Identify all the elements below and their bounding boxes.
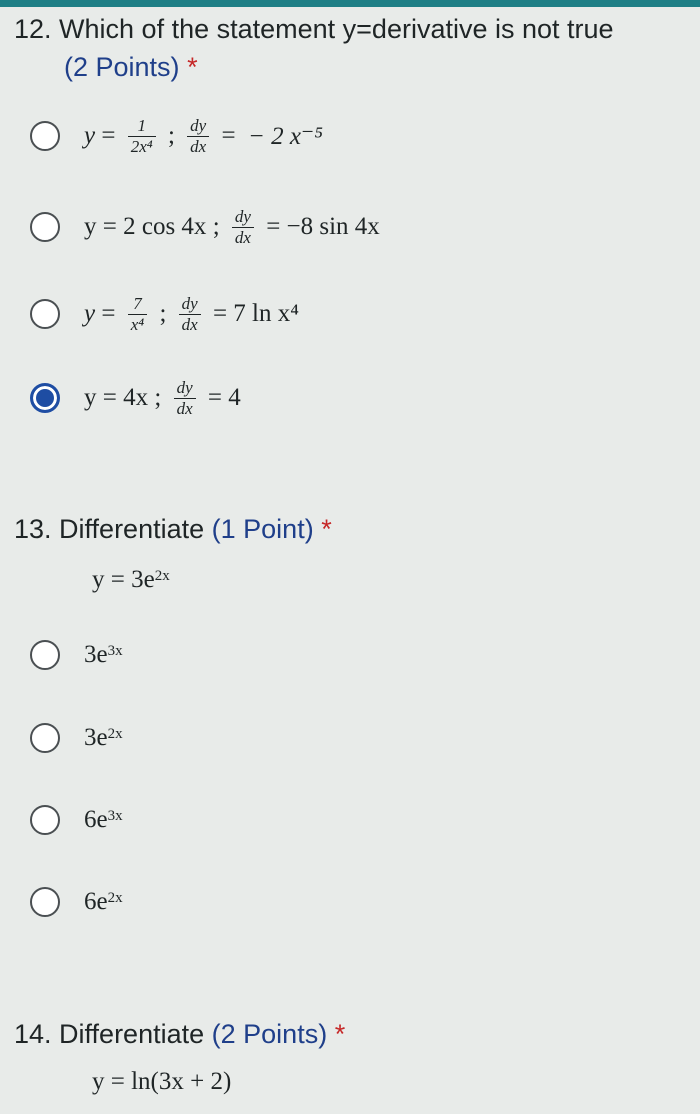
q13-option-3-math: 6e $^{3x}$ <box>84 806 123 833</box>
q12-option-2-math: y = 2 cos 4x ; $\frac{dy}{dx}$ = −8 sin 4x <box>84 206 380 247</box>
required-asterisk: * <box>334 1019 346 1049</box>
question-14-text: 14. Differentiate <box>14 1019 205 1049</box>
radio-button[interactable] <box>30 723 60 753</box>
q13-option-2[interactable] <box>30 716 123 760</box>
radio-button[interactable] <box>30 887 60 917</box>
q12-option-1-math: y = $\frac{1}{\text{2x⁴}}$ ; $\frac{dy}{dx}$ = − 2 x⁻⁵ <box>84 115 323 156</box>
radio-button[interactable] <box>30 121 60 151</box>
q13-option-3[interactable] <box>30 798 123 842</box>
question-14-stem: y = ln(3x + 2) <box>92 1068 232 1095</box>
question-12-text: 12. Which of the statement y=derivative is not true <box>14 14 614 44</box>
q12-option-3[interactable] <box>30 292 299 336</box>
q13-option-4[interactable] <box>30 880 123 924</box>
radio-button-selected[interactable] <box>30 383 60 413</box>
radio-button[interactable] <box>30 805 60 835</box>
q12-option-1[interactable] <box>30 114 323 158</box>
q12-option-4-math: y = 4x ; $\frac{dy}{dx}$ = 4 <box>84 377 241 418</box>
radio-button[interactable] <box>30 640 60 670</box>
required-asterisk: * <box>187 52 198 82</box>
q13-option-1-math: 3e $^{3x}$ <box>84 641 123 668</box>
q12-option-3-math: y = $\frac{7}{\text{x⁴}}$ ; $\frac{dy}{dx}$ = 7 ln x⁴ <box>84 293 299 334</box>
question-12-title <box>14 14 614 45</box>
q12-option-4[interactable] <box>30 376 241 420</box>
question-13-stem: y = 3e $^{2x}$ <box>92 566 170 593</box>
question-12-points-label: (2 Points) <box>64 52 180 82</box>
question-14-points: (2 Points) <box>211 1019 328 1049</box>
radio-button[interactable] <box>30 212 60 242</box>
question-14-title <box>14 1019 345 1050</box>
question-13-title <box>14 514 332 545</box>
q13-option-2-math: 3e $^{2x}$ <box>84 724 123 751</box>
q13-option-1[interactable] <box>30 633 123 677</box>
q12-option-2[interactable] <box>30 205 380 249</box>
question-13-text: 13. Differentiate <box>14 514 205 544</box>
required-asterisk: * <box>321 514 332 544</box>
top-accent-bar <box>0 0 700 7</box>
radio-button[interactable] <box>30 299 60 329</box>
q13-option-4-math: 6e $^{2x}$ <box>84 888 123 915</box>
question-13-points: (1 Point) <box>211 514 314 544</box>
question-12-points <box>64 52 198 83</box>
